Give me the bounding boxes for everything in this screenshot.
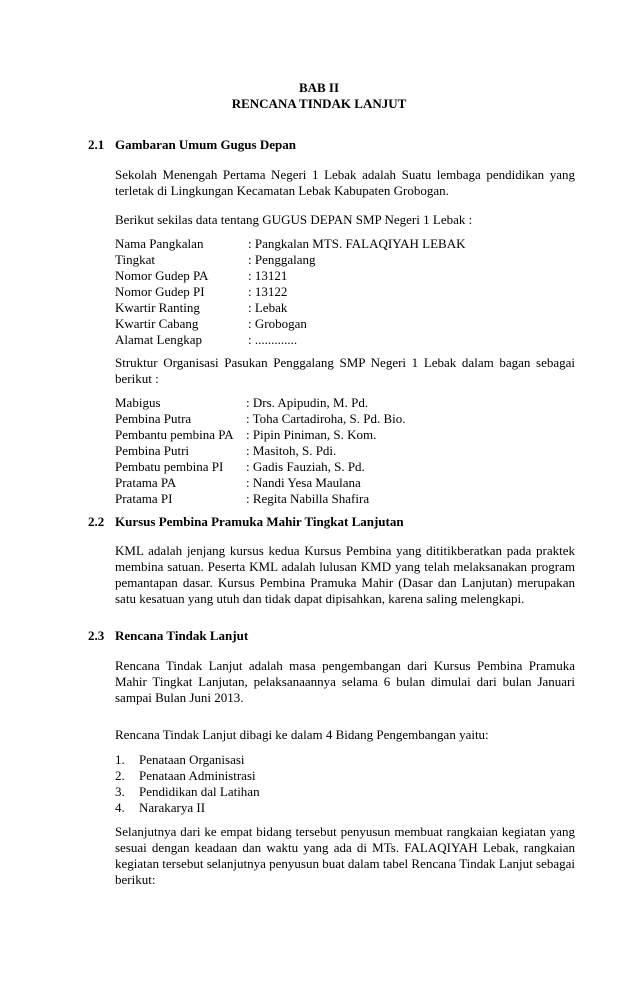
structure-label: Pembantu pembina PA [115, 427, 234, 442]
section-3-body-1: Rencana Tindak Lanjut adalah masa pengembangan dari Kursus Pembina Pramuka Mahir Tingkat Lanjutan, pelaksanaannya selama 6 bulan dimulai dari bulan Januari sampai Bulan Juni 2013. [115, 658, 575, 705]
section-heading-2-3 [88, 628, 248, 644]
data-label: Nomor Gudep PA [115, 268, 209, 283]
list-text: Penataan Administrasi [139, 768, 256, 783]
section-2-body: KML adalah jenjang kursus kedua Kursus Pembina yang dititikberatkan pada praktek membina satuan. Peserta KML adalah lulusan KMD yang telah melaksanakan program pemantapan dasar. Kursus Pembina Pramuka Mahir (Dasar dan Lanjutan) merupakan satu kesatuan yang utuh dan tidak dapat dipisahkan, karena saling melengkapi. [115, 543, 575, 606]
structure-label: Pembina Putri [115, 443, 190, 458]
section-3-body-3: Selanjutnya dari ke empat bidang tersebut penyusun membuat rangkaian kegiatan yang sesuai dengan keadaan dan waktu yang ada di MTs. FALAQIYAH Lebak, rangkaian kegiatan tersebut selanjutnya penyusun buat dalam tabel Rencana Tindak Lanjut sebagai berikut: [115, 824, 575, 887]
structure-row [115, 475, 406, 491]
data-row [115, 300, 466, 316]
chapter-title: RENCANA TINDAK LANJUT [231, 96, 407, 111]
list-text: Narakarya II [139, 800, 206, 815]
structure-value: : Drs. Apipudin, M. Pd. [246, 395, 369, 410]
data-value: : Grobogan [248, 316, 307, 331]
structure-row [115, 395, 406, 411]
list-item [115, 768, 260, 784]
structure-value: : Masitoh, S. Pdi. [246, 443, 337, 458]
list-item [115, 752, 260, 768]
development-fields-list [115, 752, 260, 816]
structure-intro: Struktur Organisasi Pasukan Penggalang SMP Negeri 1 Lebak dalam bagan sebagai berikut : [115, 355, 575, 386]
structure-value: : Gadis Fauziah, S. Pd. [246, 459, 365, 474]
list-item [115, 784, 260, 800]
structure-row [115, 459, 406, 475]
section-heading-2-1 [88, 137, 296, 153]
section-heading-2-2 [88, 514, 404, 530]
structure-value: : Pipin Piniman, S. Kom. [246, 427, 377, 442]
list-item [115, 800, 260, 816]
data-label: Alamat Lengkap [115, 332, 202, 347]
data-row [115, 332, 466, 348]
data-row [115, 236, 466, 252]
section-number: 2.2 [88, 514, 105, 529]
data-row [115, 284, 466, 300]
structure-row [115, 411, 406, 427]
list-number: 3. [115, 784, 125, 799]
structure-row [115, 427, 406, 443]
structure-row [115, 491, 406, 507]
structure-value: : Regita Nabilla Shafira [246, 491, 370, 506]
structure-label: Pratama PI [115, 491, 173, 506]
section-title: Gambaran Umum Gugus Depan [115, 137, 296, 152]
structure-value: : Toha Cartadiroha, S. Pd. Bio. [246, 411, 406, 426]
data-row [115, 268, 466, 284]
structure-list [115, 395, 406, 507]
data-label: Kwartir Cabang [115, 316, 199, 331]
structure-label: Pembatu pembina PI [115, 459, 224, 474]
section-number: 2.3 [88, 628, 105, 643]
chapter-label: BAB II [298, 80, 340, 95]
data-label: Nama Pangkalan [115, 236, 204, 251]
data-value: : Penggalang [248, 252, 316, 267]
list-number: 4. [115, 800, 125, 815]
section-title: Kursus Pembina Pramuka Mahir Tingkat Lanjutan [115, 514, 404, 529]
data-value: : 13121 [248, 268, 288, 283]
data-label: Nomor Gudep PI [115, 284, 205, 299]
structure-label: Pratama PA [115, 475, 177, 490]
section-1-intro: Sekolah Menengah Pertama Negeri 1 Lebak adalah Suatu lembaga pendidikan yang terletak di Lingkungan Kecamatan Lebak Kabupaten Grobogan. [115, 167, 575, 198]
list-number: 1. [115, 752, 125, 767]
data-value: : 13122 [248, 284, 288, 299]
structure-row [115, 443, 406, 459]
gudep-data-list [115, 236, 466, 348]
data-value: : ............. [248, 332, 298, 347]
data-value: : Lebak [248, 300, 288, 315]
data-label: Kwartir Ranting [115, 300, 200, 315]
section-3-body-2: Rencana Tindak Lanjut dibagi ke dalam 4 Bidang Pengembangan yaitu: [115, 727, 489, 742]
list-text: Pendidikan dal Latihan [139, 784, 260, 799]
list-number: 2. [115, 768, 125, 783]
structure-label: Pembina Putra [115, 411, 192, 426]
section-number: 2.1 [88, 137, 105, 152]
data-label: Tingkat [115, 252, 155, 267]
list-text: Penataan Organisasi [139, 752, 245, 767]
structure-label: Mabigus [115, 395, 161, 410]
gudep-data-intro: Berikut sekilas data tentang GUGUS DEPAN SMP Negeri 1 Lebak : [115, 212, 473, 227]
data-value: : Pangkalan MTS. FALAQIYAH LEBAK [248, 236, 466, 251]
data-row [115, 252, 466, 268]
data-row [115, 316, 466, 332]
structure-value: : Nandi Yesa Maulana [246, 475, 361, 490]
section-title: Rencana Tindak Lanjut [115, 628, 249, 643]
